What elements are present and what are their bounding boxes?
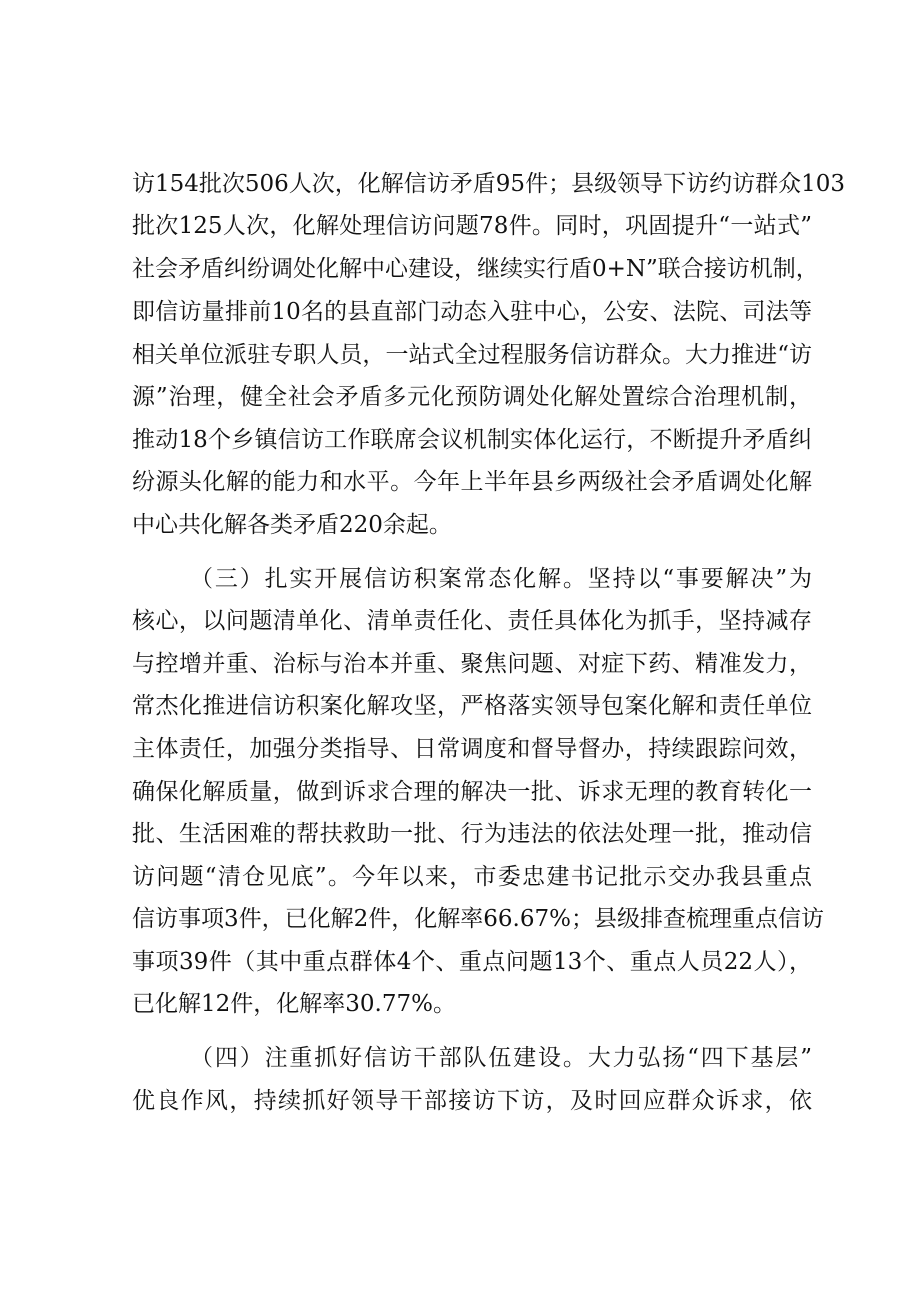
text-line: 源”治理，健全社会矛盾多元化预防调处化解处置综合治理机制，: [132, 384, 812, 410]
text-line: 中心共化解各类矛盾220余起。: [132, 512, 452, 538]
text-line: 访154批次506人次，化解信访矛盾95件；县级领导下访约访群众103: [132, 171, 845, 197]
text-line: 事项39件（其中重点群体4个、重点问题13个、重点人员22人），: [132, 949, 812, 975]
text-line: 社会矛盾纠纷调处化解中心建设，继续实行盾0+N”联合接访机制，: [132, 256, 819, 282]
text-line: 主体责任，加强分类指导、日常调度和督导督办，持续跟踪问效，: [132, 736, 812, 762]
text-line: 与控增并重、治标与治本并重、聚焦问题、对症下药、精准发力，: [132, 651, 812, 677]
text-line: 纷源头化解的能力和水平。今年上半年县乡两级社会矛盾调处化解: [132, 469, 812, 495]
text-line: 优良作风，持续抓好领导干部接访下访，及时回应群众诉求，依: [132, 1088, 812, 1114]
text-line: 访问题“清仓见底”。今年以来，市委忠建书记批示交办我县重点: [132, 864, 812, 890]
text-line: 即信访量排前10名的县直部门动态入驻中心，公安、法院、司法等: [132, 299, 812, 325]
text-line: 推动18个乡镇信访工作联席会议机制实体化运行，不断提升矛盾纠: [132, 427, 812, 453]
text-line: 相关单位派驻专职人员，一站式全过程服务信访群众。大力推进“访: [132, 342, 812, 368]
text-line: 常杰化推进信访积案化解攻坚，严格落实领导包案化解和责任单位: [132, 693, 812, 719]
text-line: 信访事项3件，已化解2件，化解率66.67%；县级排查梳理重点信访: [132, 906, 824, 932]
text-line: 批、生活困难的帮扶救助一批、行为违法的依法处理一批，推动信: [132, 821, 812, 847]
section-heading-line: （三）扎实开展信访积案常态化解。坚持以“事要解决”为: [190, 566, 812, 592]
text-line: 批次125人次，化解处理信访问题78件。同时，巩固提升“一站式”: [132, 213, 812, 239]
section-heading-line: （四）注重抓好信访干部队伍建设。大力弘扬“四下基层”: [190, 1045, 812, 1071]
text-line: 核心，以问题清单化、清单责任化、责任具体化为抓手，坚持减存: [132, 608, 812, 634]
text-line: 确保化解质量，做到诉求合理的解决一批、诉求无理的教育转化一: [132, 779, 812, 805]
text-line: 已化解12件，化解率30.77%。: [132, 991, 456, 1017]
